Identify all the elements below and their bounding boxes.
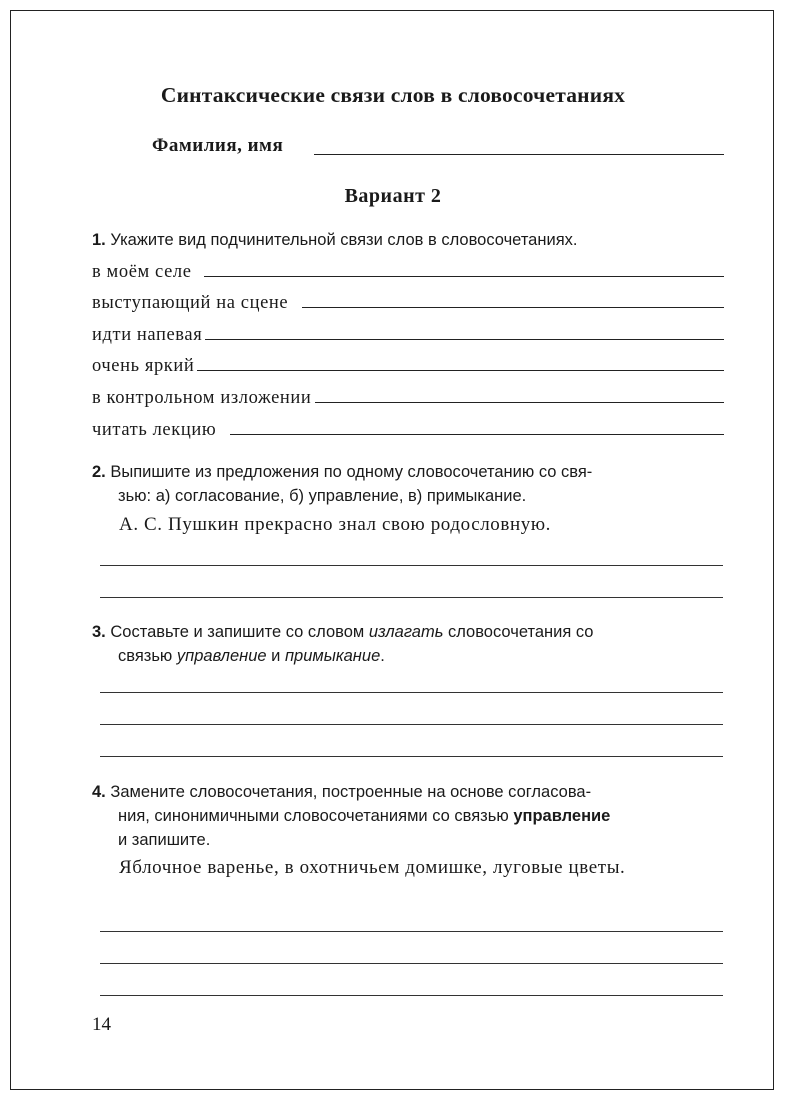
task-3-text: и <box>266 647 285 665</box>
task-4-text-cont <box>92 804 728 828</box>
answer-line[interactable] <box>197 353 724 371</box>
task-3-term-1: управление <box>176 647 267 665</box>
phrase-row <box>92 259 724 285</box>
phrase-label: идти напевая <box>92 325 203 345</box>
answer-line[interactable] <box>204 259 724 277</box>
task-3-number: 3. <box>92 623 106 641</box>
task-4-text: ния, синонимичными словосочетаниями со связью <box>118 807 514 825</box>
task-4-text: Замените словосочетания, построенные на основе согласова- <box>110 783 592 801</box>
task-2-number: 2. <box>92 463 106 481</box>
task-3-text: связью <box>118 647 177 665</box>
task-3-text: Составьте и запишите со словом <box>110 623 369 641</box>
task-3-term-2: примыкание <box>284 647 381 665</box>
writing-line[interactable] <box>100 692 723 693</box>
phrase-label: в контрольном изложении <box>92 388 312 408</box>
variant-heading: Вариант 2 <box>344 185 442 207</box>
writing-line[interactable] <box>100 756 723 757</box>
writing-line[interactable] <box>100 963 723 964</box>
phrase-label: читать лекцию <box>92 420 217 440</box>
phrase-row <box>92 322 724 348</box>
task-1-prompt <box>92 231 577 250</box>
name-label: Фамилия, имя <box>152 135 284 156</box>
name-field-line[interactable] <box>314 154 724 155</box>
task-4-number: 4. <box>92 783 106 801</box>
task-3-text: . <box>380 647 385 665</box>
task-1-text: Укажите вид подчинительной связи слов в словосочетаниях. <box>110 231 578 249</box>
writing-line[interactable] <box>100 597 723 598</box>
writing-line[interactable] <box>100 931 723 932</box>
task-3-text: словосочетания со <box>443 623 594 641</box>
writing-line[interactable] <box>100 565 723 566</box>
phrase-row <box>92 290 724 316</box>
page-title: Синтаксические связи слов в словосочетаниях <box>160 83 626 107</box>
page-frame <box>10 10 774 1090</box>
task-2-text-cont: зью: а) согласование, б) управление, в) примыкание. <box>118 487 527 505</box>
task-4-prompt <box>92 780 728 852</box>
task-3-prompt <box>92 620 728 668</box>
task-4-example: Яблочное варенье, в охотничьем домишке, луговые цветы. <box>119 857 626 878</box>
task-4-term: управление <box>513 807 611 825</box>
writing-line[interactable] <box>100 995 723 996</box>
task-1-number: 1. <box>92 231 106 249</box>
phrase-row <box>92 385 724 411</box>
task-3-word: излагать <box>368 623 444 641</box>
phrase-label: в моём селе <box>92 262 192 282</box>
answer-line[interactable] <box>315 385 724 403</box>
writing-line[interactable] <box>100 724 723 725</box>
answer-line[interactable] <box>230 417 724 435</box>
answer-line[interactable] <box>205 322 724 340</box>
phrase-row <box>92 417 724 443</box>
task-2-text: Выпишите из предложения по одному словосочетанию со свя- <box>110 463 593 481</box>
task-3-text-cont <box>92 644 728 668</box>
task-2-prompt <box>92 460 728 508</box>
answer-line[interactable] <box>302 290 724 308</box>
phrase-label: очень яркий <box>92 356 195 376</box>
phrase-row <box>92 353 724 379</box>
task-2-example: А. С. Пушкин прекрасно знал свою родословную. <box>119 514 551 535</box>
task-4-text-cont: и запишите. <box>118 831 211 849</box>
phrase-label: выступающий на сцене <box>92 293 289 313</box>
page-number: 14 <box>92 1014 111 1035</box>
